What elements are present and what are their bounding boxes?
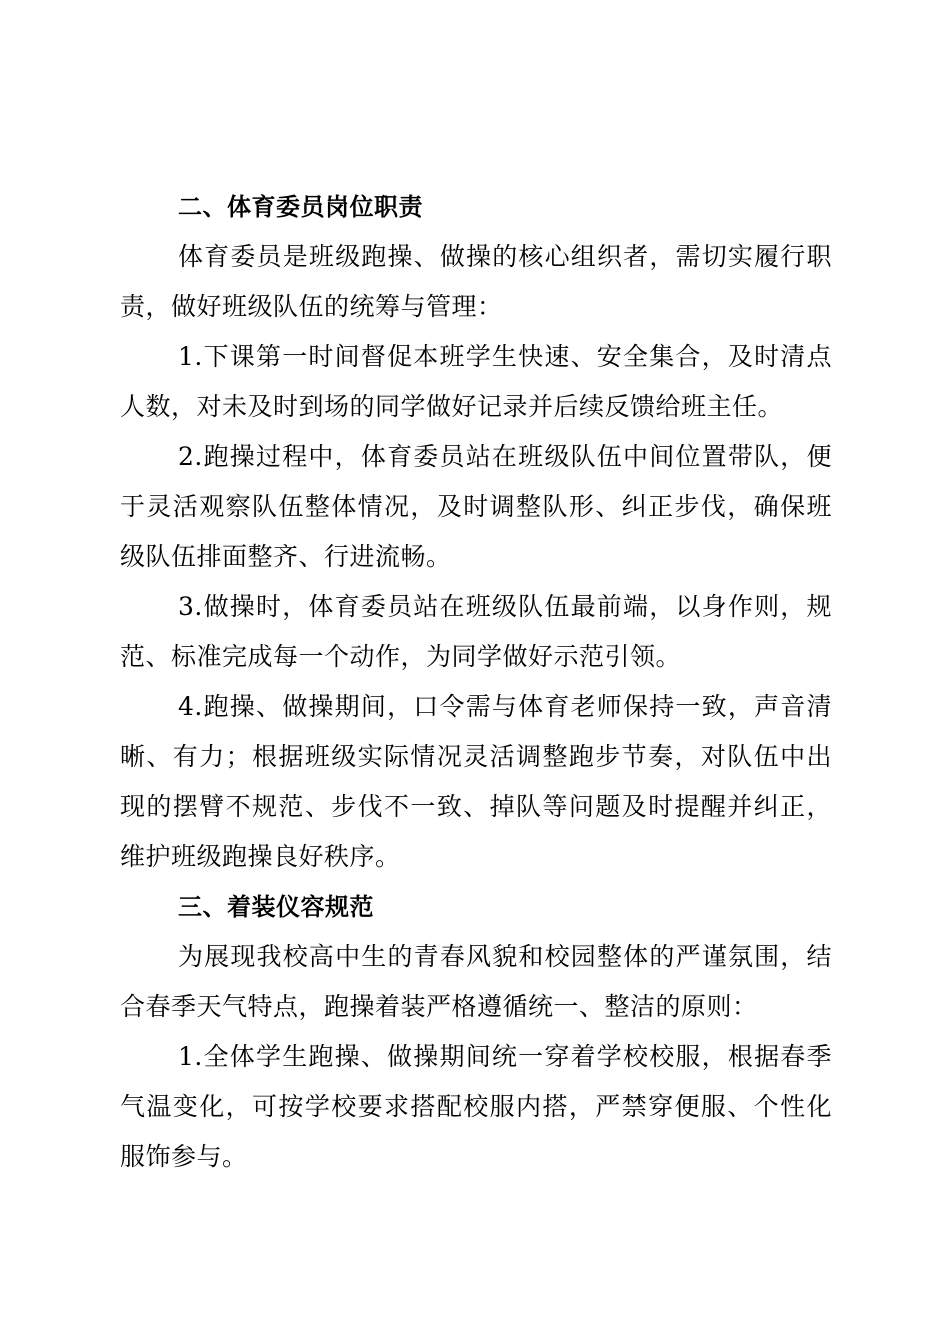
paragraph-duty-item-4: 4.跑操、做操期间，口令需与体育老师保持一致，声音清晰、有力；根据班级实际情况灵活调整跑步节奏，对队伍中出现的摆臂不规范、步伐不一致、掉队等问题及时提醒并纠正，维护班级跑操良好秩序。 bbox=[120, 692, 832, 871]
paragraph-dress-item-1: 1.全体学生跑操、做操期间统一穿着学校校服，根据春季气温变化，可按学校要求搭配校服内搭，严禁穿便服、个性化服饰参与。 bbox=[120, 1042, 832, 1171]
paragraph-duty-item-2: 2.跑操过程中，体育委员站在班级队伍中间位置带队，便于灵活观察队伍整体情况，及时调整队形、纠正步伐，确保班级队伍排面整齐、行进流畅。 bbox=[120, 442, 832, 571]
document-page bbox=[120, 182, 832, 1182]
paragraph-duty-item-3: 3.做操时，体育委员站在班级队伍最前端，以身作则，规范、标准完成每一个动作，为同学做好示范引领。 bbox=[120, 592, 832, 671]
paragraph-duties-intro: 体育委员是班级跑操、做操的核心组织者，需切实履行职责，做好班级队伍的统筹与管理： bbox=[120, 242, 832, 321]
section-heading-dress-code: 三、着装仪容规范 bbox=[178, 893, 374, 921]
section-heading-duties: 二、体育委员岗位职责 bbox=[178, 193, 423, 221]
paragraph-duty-item-1: 1.下课第一时间督促本班学生快速、安全集合，及时清点人数，对未及时到场的同学做好记录并后续反馈给班主任。 bbox=[120, 342, 832, 421]
paragraph-dress-intro: 为展现我校高中生的青春风貌和校园整体的严谨氛围，结合春季天气特点，跑操着装严格遵循统一、整洁的原则： bbox=[120, 942, 832, 1021]
